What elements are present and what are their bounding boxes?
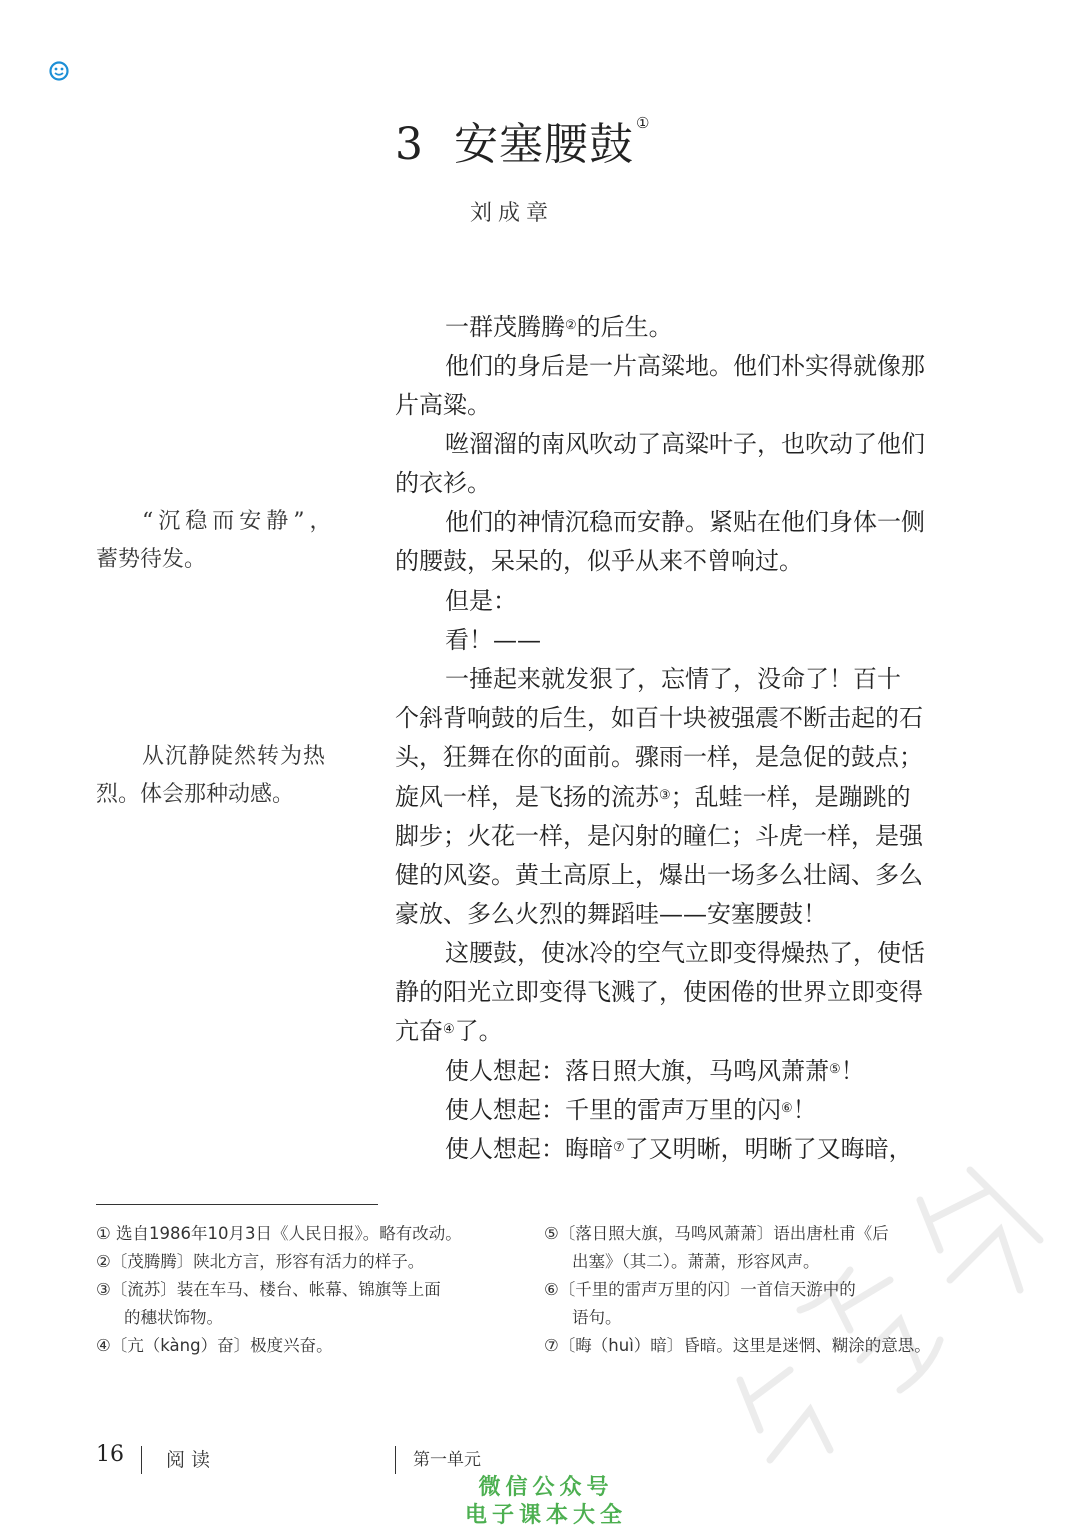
text-line: 个斜背响鼓的后生，如百十块被强震不断击起的石 (395, 704, 923, 733)
body-paragraph (395, 1052, 947, 1091)
body-paragraph (395, 660, 947, 934)
body-paragraph (395, 1091, 947, 1130)
text-line: 旋风一样，是飞扬的流苏③；乱蛙一样，是蹦跳的 (395, 782, 911, 811)
note-line: 从沉静陡然转为热 (142, 744, 327, 769)
lesson-number: 3 (395, 119, 424, 170)
footnote-mark: ⑥ (781, 1101, 793, 1116)
footnote-mark: ③ (659, 787, 671, 803)
text-line: 但是： (445, 587, 517, 615)
text-line: 一捶起来就发狠了，忘情了，没命了！百十 (445, 665, 901, 693)
lesson-title-text: 安塞腰鼓 (454, 119, 634, 170)
footer-unit-label: 第一单元 (413, 1450, 481, 1470)
text-line: 使人想起：千里的雷声万里的闪⑥！ (445, 1096, 817, 1124)
text-line: 头，狂舞在你的面前。骤雨一样，是急促的鼓点； (395, 743, 923, 772)
text-line: 亢奋④了。 (395, 1017, 503, 1046)
body-paragraph (395, 1130, 947, 1169)
text-line: 一群茂腾腾②的后生。 (445, 313, 673, 341)
footnote-mark: ⑤ (829, 1062, 841, 1077)
text-line: 脚步；火花一样，是闪射的瞳仁；斗虎一样，是强 (395, 821, 923, 850)
text-line: 咝溜溜的南风吹动了高粱叶子，也吹动了他们 (445, 430, 925, 458)
footnote: ① 选自1986年10月3日《人民日报》。略有改动。 (96, 1224, 462, 1243)
text-line: 使人想起：晦暗⑦了又明晰，明晰了又晦暗， (445, 1135, 913, 1163)
body-paragraph (395, 425, 947, 503)
footnote-mark: ⑦ (613, 1140, 625, 1155)
footnote-continuation: 出塞》（其二）。萧萧，形容风声。 (572, 1252, 820, 1271)
text-line: 他们的神情沉稳而安静。紧贴在他们身体一侧 (445, 508, 925, 536)
note-line: 蓄势待发。 (96, 547, 207, 572)
text-line: 的腰鼓，呆呆的，似乎从来不曾响过。 (395, 547, 803, 576)
wechat-label-line1: 微信公众号 (478, 1475, 614, 1500)
footnote-divider (96, 1204, 378, 1205)
text-line: 片高粱。 (395, 391, 491, 420)
text-line: 健的风姿。黄土高原上，爆出一场多么壮阔、多么 (395, 861, 923, 890)
footer-divider (395, 1446, 396, 1474)
body-paragraph (395, 934, 947, 1052)
text-line: 他们的身后是一片高粱地。他们朴实得就像那 (445, 352, 925, 380)
footnote-continuation: 语句。 (572, 1308, 622, 1327)
footnote: ⑤〔落日照大旗，马鸣风萧萧〕语出唐杜甫《后 (544, 1224, 889, 1243)
footnote: ②〔茂腾腾〕陕北方言，形容有活力的样子。 (96, 1252, 425, 1271)
text-line: 的衣衫。 (395, 469, 491, 498)
author-name: 刘成章 (470, 201, 555, 226)
text-line: 豪放、多么火烈的舞蹈哇——安塞腰鼓！ (395, 900, 827, 929)
note-line: 烈。体会那种动感。 (96, 782, 295, 807)
footnote-continuation: 的穗状饰物。 (124, 1308, 223, 1327)
text-line: 看！—— (445, 626, 541, 654)
footer-divider (141, 1446, 142, 1474)
body-paragraph (395, 582, 947, 621)
note-line: “沉稳而安静”， (142, 509, 337, 534)
text-line: 这腰鼓，使冰冷的空气立即变得燥热了，使恬 (445, 939, 925, 967)
footnotes-left (96, 1220, 516, 1360)
text-line: 使人想起：落日照大旗，马鸣风萧萧⑤！ (445, 1057, 865, 1085)
footnote: ④〔亢（kàng）奋〕极度兴奋。 (96, 1336, 333, 1355)
footnote-mark: ④ (443, 1022, 455, 1038)
footnote: ⑥〔千里的雷声万里的闪〕一首信天游中的 (544, 1280, 856, 1299)
footer-section-label: 阅读 (166, 1449, 217, 1471)
smiley-face-icon (48, 60, 70, 82)
margin-note (96, 503, 358, 579)
footnotes-right (544, 1220, 954, 1360)
footnote: ③〔流苏〕装在车马、楼台、帐幕、锦旗等上面 (96, 1280, 441, 1299)
footnote-mark: ② (565, 318, 577, 333)
text-line: 静的阳光立即变得飞溅了，使困倦的世界立即变得 (395, 978, 923, 1007)
margin-note (96, 738, 358, 814)
wechat-label-line2: 电子课本大全 (464, 1503, 627, 1528)
lesson-title (395, 108, 650, 172)
footnote: ⑦〔晦（huì）暗〕昏暗。这里是迷惘、糊涂的意思。 (544, 1336, 931, 1355)
body-paragraph (395, 308, 947, 347)
body-paragraph (395, 347, 947, 425)
title-footnote-mark: ① (636, 114, 651, 132)
body-paragraph (395, 621, 947, 660)
body-paragraph (395, 503, 947, 581)
page-number: 16 (96, 1442, 124, 1467)
